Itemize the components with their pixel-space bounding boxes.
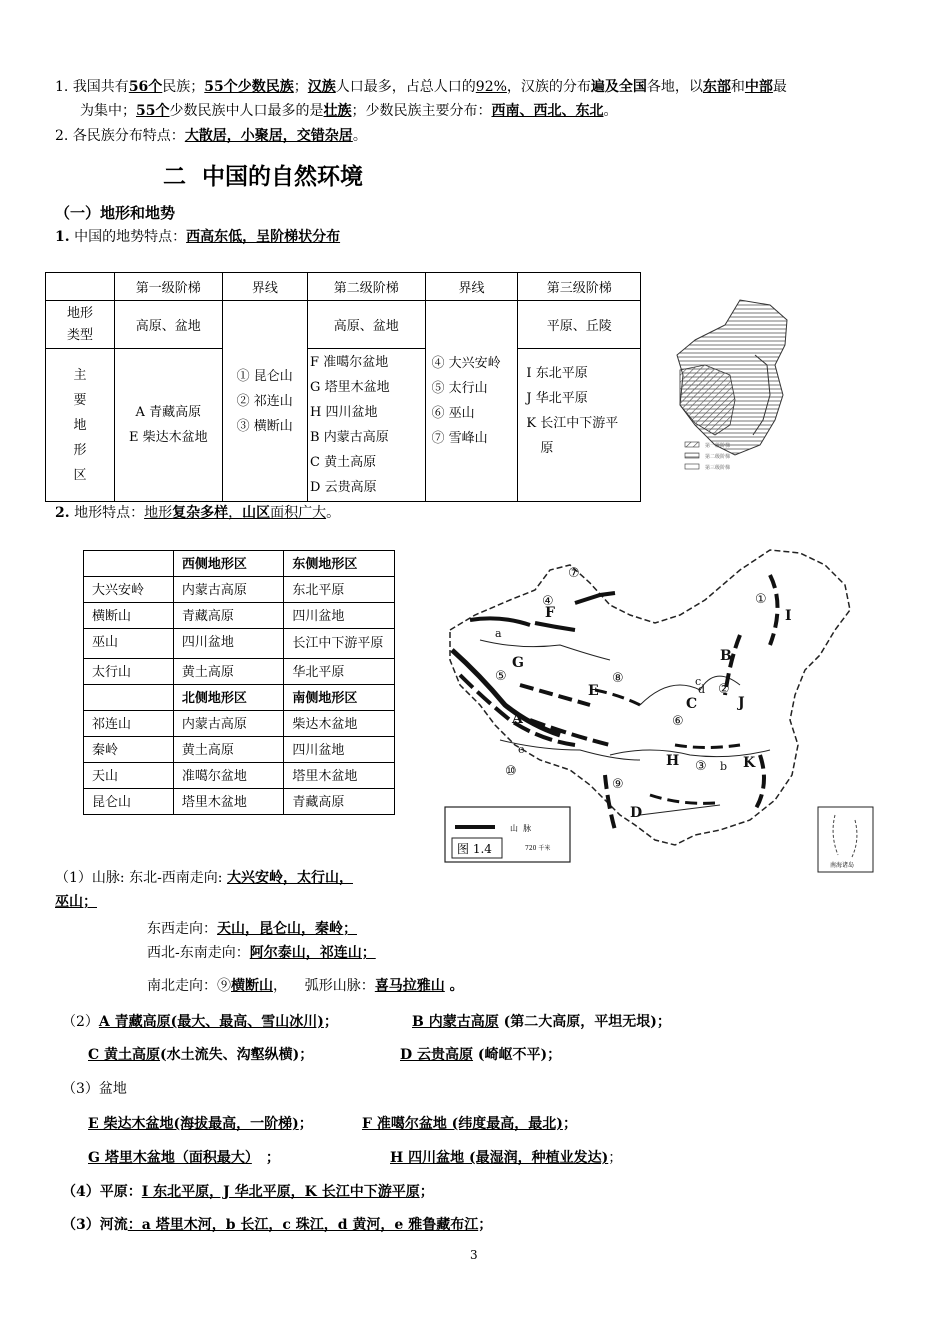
text: B 内蒙古高原	[310, 430, 389, 445]
text: 92%	[475, 79, 507, 95]
text: ；	[293, 79, 308, 95]
text: 西北-东南走向：	[147, 945, 250, 961]
legend-swatch-step2	[685, 453, 699, 458]
table-cell	[84, 685, 174, 711]
map-label: d	[698, 683, 706, 696]
map-label: ⑩	[505, 764, 517, 779]
text: 人口最多，占总人口的	[335, 79, 476, 95]
text: 形	[73, 442, 87, 458]
text: H 四川盆地	[310, 405, 378, 420]
text: ④ 大兴安岭	[431, 356, 501, 371]
terrain-feature-line	[55, 225, 340, 249]
text: E 柴达木盆地(海拔最高，一阶梯)	[88, 1116, 299, 1132]
table-cell	[46, 273, 115, 301]
table-cell: 东北平原	[284, 577, 395, 603]
mountain-range	[675, 745, 740, 748]
mountain-range	[575, 593, 615, 603]
table-header: 东侧地形区	[284, 551, 395, 577]
text: 少数民族中人口最多的是	[169, 103, 324, 119]
mountain-range	[755, 755, 764, 810]
text: 。	[603, 103, 618, 119]
map-label: ⑤	[495, 669, 507, 684]
map-label: D	[630, 805, 643, 821]
table-cell: 内蒙古高原	[173, 577, 284, 603]
text: ；	[562, 1116, 577, 1132]
text: 区	[73, 467, 87, 483]
text: ① 昆仑山	[236, 368, 293, 384]
terrain-characteristics-line	[55, 501, 340, 525]
text: 为集中；	[80, 103, 136, 119]
text: 原	[540, 441, 554, 456]
text: 56个	[128, 79, 163, 95]
text: 壮族	[323, 103, 352, 119]
text: 55个	[136, 103, 170, 119]
text: ；	[608, 1150, 623, 1166]
page-number: 3	[470, 1248, 478, 1262]
text: 复杂多样	[172, 505, 229, 521]
text: 面积广大	[270, 505, 327, 521]
text: （1）山脉: 东北-西南走向:	[55, 870, 227, 886]
text: 55个少数民族	[204, 79, 294, 95]
section-title: 二 中国的自然环境	[163, 164, 364, 190]
text: ，汉族的分布	[506, 79, 591, 95]
table-cell: 四川盆地	[284, 603, 395, 629]
text: 和	[730, 79, 745, 95]
map-label: ④	[542, 594, 554, 609]
paragraph-ethnic-groups-cont	[80, 99, 617, 123]
text: 东部	[702, 79, 731, 95]
text: 大散居，小聚居，交错杂居	[184, 128, 353, 144]
text: 各地，以	[646, 79, 703, 95]
table-cell: 青藏高原	[284, 789, 395, 815]
text: 要	[73, 392, 87, 408]
map-label: ①	[755, 592, 767, 607]
text: J 华北平原	[526, 391, 588, 406]
text: 西高东低，呈阶梯状分布	[186, 229, 341, 245]
text: ⑦ 雪峰山	[431, 431, 488, 446]
text: ，	[228, 505, 243, 521]
text: 汉族	[307, 79, 336, 95]
river-a	[480, 640, 610, 660]
paragraph-distribution	[55, 124, 367, 148]
text: （3）河流	[62, 1217, 128, 1233]
legend-swatch-step3	[685, 464, 699, 469]
text: ；	[298, 1116, 313, 1132]
table-cell: 天山	[84, 763, 174, 789]
text: I 东北平原，J 华北平原，K 长江中下游平原	[141, 1184, 420, 1200]
rivers-line	[62, 1213, 492, 1237]
text: 2. 各民族分布特点：	[55, 128, 185, 144]
legend-label: 第三级阶梯	[705, 465, 731, 471]
text: 。	[444, 978, 464, 994]
text: ， 弧形山脉：	[273, 978, 375, 994]
plateaus-line-1b	[412, 1010, 671, 1034]
table-cell	[84, 551, 174, 577]
text: 地形类型	[66, 305, 93, 343]
text: E 柴达木盆地	[129, 430, 208, 445]
text: 。	[352, 128, 367, 144]
map-label: ⑨	[612, 777, 624, 792]
plains-line	[62, 1180, 434, 1204]
inset-label: 南海诸岛	[830, 862, 855, 869]
table-header: 界线	[222, 273, 307, 301]
text: D 云贵高原	[310, 480, 377, 495]
text: ② 祁连山	[236, 393, 293, 409]
table-cell: 塔里木盆地	[284, 763, 395, 789]
table-cell: 华北平原	[284, 659, 395, 685]
text: C 黄土高原	[310, 455, 377, 470]
table-header: 界线	[425, 273, 518, 301]
table-cell: 高原、盆地	[308, 301, 425, 349]
text: 巫山；	[55, 894, 97, 910]
map-scale: 720 千米	[525, 845, 551, 852]
table-cell: 横断山	[84, 603, 174, 629]
mountain-sides-table	[83, 550, 395, 815]
text: 天山，昆仑山，秦岭；	[217, 921, 357, 937]
table-cell: 四川盆地	[173, 629, 284, 659]
map-label: C	[686, 696, 698, 712]
text: 主	[73, 367, 87, 383]
mountains-east-west	[147, 917, 357, 941]
text: ⑤ 太行山	[431, 381, 488, 396]
mountain-range	[470, 618, 530, 625]
map-label: ②	[718, 682, 730, 697]
map-label: E	[588, 683, 599, 699]
map-label: F	[545, 605, 555, 621]
mountains-ne-sw	[55, 866, 353, 890]
table-cell: 秦岭	[84, 737, 174, 763]
map-label: a	[495, 627, 502, 640]
mountain-range	[535, 623, 575, 630]
text: ⑥ 巫山	[431, 406, 475, 421]
basins-line-2b	[390, 1146, 622, 1170]
map-label: J	[738, 695, 745, 711]
plateaus-line-2b	[400, 1043, 561, 1067]
list-number: 2.	[55, 505, 70, 521]
paragraph-ethnic-groups	[55, 75, 787, 99]
plateaus-line-2	[88, 1043, 313, 1067]
text: 中国的地势特点：	[69, 229, 187, 245]
mountain-range	[520, 685, 590, 705]
text: 地形特点：	[69, 505, 145, 521]
table-header: 西侧地形区	[173, 551, 284, 577]
text: ；	[265, 1150, 280, 1166]
map-label: ⑥	[672, 714, 684, 729]
text: C 黄土高原	[88, 1047, 161, 1063]
mountains-nw-se	[147, 941, 376, 965]
table-header: 第三级阶梯	[518, 273, 641, 301]
text: 地形	[144, 505, 173, 521]
table-cell	[222, 301, 307, 502]
text: ；	[419, 1184, 434, 1200]
map-label: ⑦	[568, 566, 580, 581]
table-cell: 平原、丘陵	[518, 301, 641, 349]
legend-label: 山 脉	[510, 824, 532, 833]
text: 横断山	[231, 978, 273, 994]
text: 中部	[744, 79, 773, 95]
table-cell: 长江中下游平原	[284, 629, 395, 659]
table-cell: 黄土高原	[173, 737, 284, 763]
text: 南北走向：⑨	[147, 978, 231, 994]
list-number: 1.	[55, 229, 70, 245]
list-number: 1.	[55, 79, 69, 95]
row-label	[46, 301, 115, 349]
table-cell	[308, 349, 425, 502]
subsection-title: （一）地形和地势	[55, 204, 176, 222]
table-cell: 巫山	[84, 629, 174, 659]
map-label: H	[666, 753, 680, 769]
table-header: 第一级阶梯	[114, 273, 222, 301]
table-cell: 青藏高原	[173, 603, 284, 629]
text: ：a 塔里木河，b 长江，c 珠江，d 黄河，e 雅鲁藏布江	[127, 1217, 479, 1233]
text: ；	[478, 1217, 493, 1233]
table-cell: 黄土高原	[173, 659, 284, 685]
map-label: A	[512, 711, 523, 727]
map-label: G	[512, 655, 524, 671]
map-label: e	[518, 743, 525, 756]
text: （4）平原：	[62, 1184, 142, 1200]
map-label: ⑧	[612, 671, 624, 686]
table-cell	[425, 301, 518, 502]
mountain-range	[530, 720, 610, 745]
map-label: I	[785, 608, 792, 624]
text: F 准噶尔盆地	[310, 355, 389, 370]
mountains-north-south	[147, 974, 464, 998]
text: 遍及全国	[590, 79, 647, 95]
text: 阿尔泰山，祁连山；	[249, 945, 376, 961]
table-cell	[518, 349, 641, 502]
table-header: 第二级阶梯	[308, 273, 425, 301]
mountain-range	[595, 690, 640, 705]
text: 我国共有	[72, 79, 129, 95]
text: A 青藏高原	[135, 405, 202, 420]
table-cell: 太行山	[84, 659, 174, 685]
text: F 准噶尔盆地 (纬度最高，最北)	[362, 1116, 563, 1132]
text: 西南、西北、东北	[491, 103, 604, 119]
legend-swatch-step1	[685, 442, 699, 447]
mountains-ne-sw-cont	[55, 890, 97, 914]
mountain-range	[650, 795, 715, 803]
text: 地	[73, 417, 87, 433]
table-cell: 内蒙古高原	[173, 711, 284, 737]
table-cell	[114, 349, 222, 502]
text: ；	[323, 1014, 338, 1030]
terrain-steps-map	[675, 295, 800, 475]
table-cell: 祁连山	[84, 711, 174, 737]
text: ③ 横断山	[236, 418, 293, 434]
text: 。	[326, 505, 341, 521]
text: 东西走向：	[147, 921, 217, 937]
table-cell: 四川盆地	[284, 737, 395, 763]
legend-label: 第一级阶梯	[705, 443, 731, 449]
table-header: 南侧地形区	[284, 685, 395, 711]
table-cell: 塔里木盆地	[173, 789, 284, 815]
text: G 塔里木盆地（面积最大）	[88, 1150, 252, 1166]
table-cell: 准噶尔盆地	[173, 763, 284, 789]
map-label: K	[743, 755, 756, 771]
text: (第二大高原，平坦无垠)；	[498, 1014, 671, 1030]
map-label: c	[695, 675, 702, 688]
text: ；少数民族主要分布：	[351, 103, 492, 119]
basins-title: （3）盆地	[62, 1081, 127, 1097]
map-label: ③	[695, 759, 707, 774]
china-terrain-map	[440, 545, 880, 885]
text: 民族；	[162, 79, 205, 95]
text: D 云贵高原	[400, 1047, 474, 1063]
basins-line-2	[88, 1146, 280, 1170]
terrain-steps-table	[45, 272, 641, 502]
table-cell: 大兴安岭	[84, 577, 174, 603]
text: K 长江中下游平	[526, 416, 619, 431]
table-cell: 昆仑山	[84, 789, 174, 815]
text: 大兴安岭，太行山，	[226, 870, 353, 886]
basins-line-1	[88, 1112, 313, 1136]
basins-line-1b	[362, 1112, 577, 1136]
text: (崎岖不平)；	[473, 1047, 562, 1063]
legend-label: 第二级阶梯	[705, 454, 731, 460]
text: I 东北平原	[526, 366, 588, 381]
text: 喜马拉雅山	[374, 978, 445, 994]
text: B 内蒙古高原	[412, 1014, 499, 1030]
plateaus-line-1	[62, 1010, 338, 1034]
map-caption: 图 1.4	[457, 842, 492, 856]
row-label	[46, 349, 115, 502]
text: A 青藏高原(最大、最高、雪山冰川)	[98, 1014, 324, 1030]
text: 山区	[242, 505, 271, 521]
text: 最	[772, 79, 787, 95]
text: (水土流失、沟壑纵横)；	[160, 1047, 314, 1063]
river-c	[640, 805, 720, 815]
map-label: B	[720, 648, 732, 664]
table-header: 北侧地形区	[173, 685, 284, 711]
mountain-range	[770, 575, 778, 645]
text: G 塔里木盆地	[310, 380, 390, 395]
text: （2）	[62, 1014, 99, 1030]
table-cell: 高原、盆地	[114, 301, 222, 349]
map-label: b	[720, 760, 728, 773]
text: H 四川盆地 (最湿润，种植业发达)	[390, 1150, 609, 1166]
table-cell: 柴达木盆地	[284, 711, 395, 737]
